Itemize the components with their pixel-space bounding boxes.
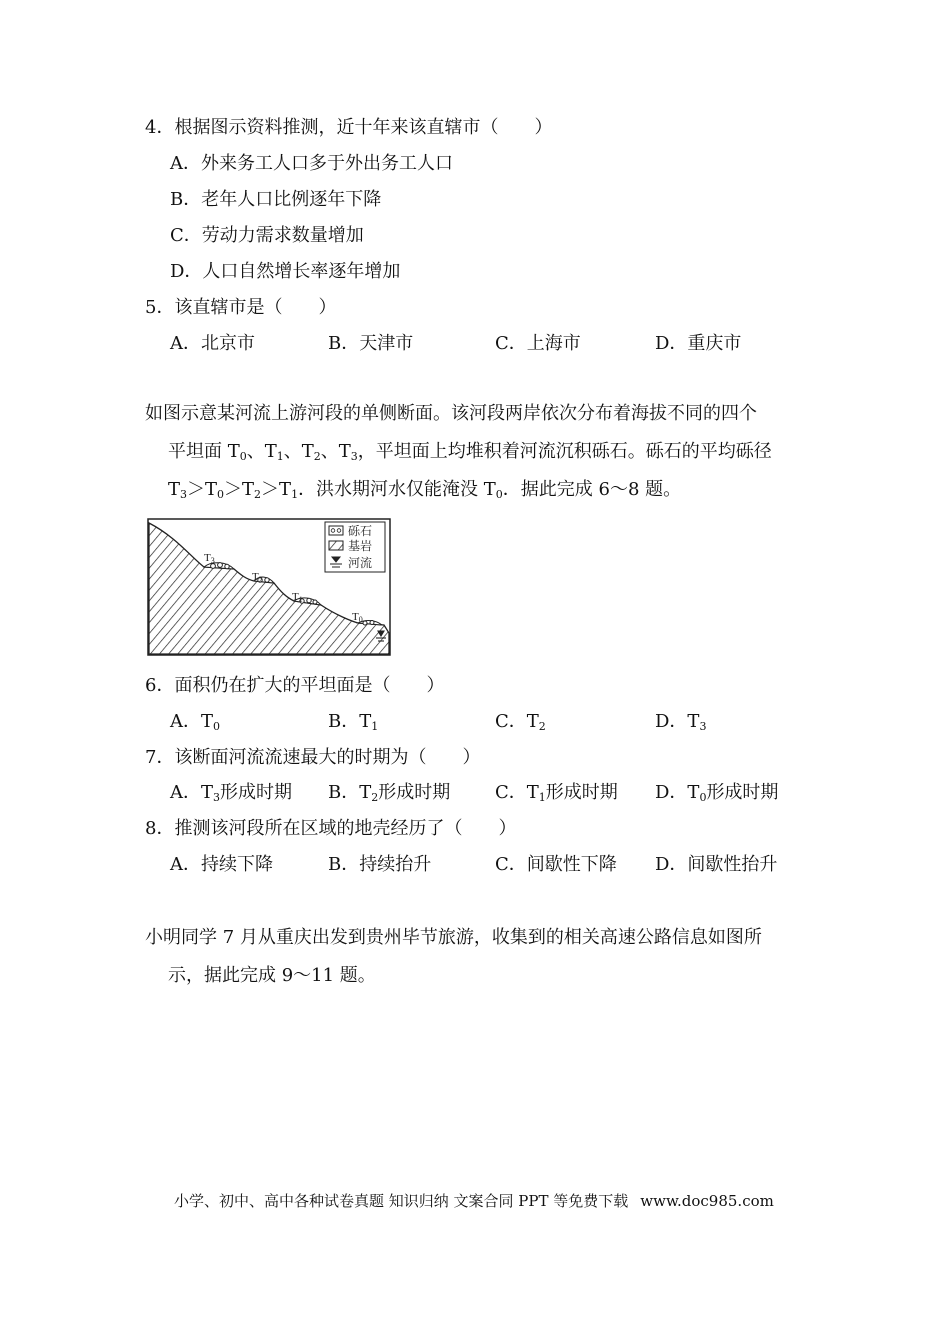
- q8-stem: 8．推测该河段所在区域的地壳经历了（ ）: [145, 818, 517, 839]
- q7-option-c: C．$T_1$形成时期: [495, 782, 618, 804]
- q4-option-c: C．劳动力需求数量增加: [170, 225, 364, 246]
- q7-option-b: B．$T_2$形成时期: [328, 782, 451, 804]
- q8-option-d: D．间歇性抬升: [655, 854, 778, 875]
- legend-gravel-label: 砾石: [348, 524, 373, 538]
- page-footer: [174, 1191, 774, 1211]
- footer-text: 小学、初中、高中各种试卷真题 知识归纳 文案合同 PPT 等免费下载: [174, 1192, 629, 1210]
- q8-option-b: B．持续抬升: [328, 854, 432, 875]
- q7-option-a: A．$T_3$形成时期: [170, 782, 293, 804]
- q5-option-b: B．天津市: [328, 333, 414, 354]
- footer-url[interactable]: www.doc985.com: [640, 1192, 774, 1210]
- q5-option-d: D．重庆市: [655, 333, 742, 354]
- q6-stem: 6．面积仍在扩大的平坦面是（ ）: [145, 675, 445, 696]
- q6-option-d: D．$T_3$: [655, 711, 707, 733]
- q5-option-a: A．北京市: [170, 333, 255, 354]
- passage1-line1: 如图示意某河流上游河段的单侧断面。该河段两岸依次分布着海拔不同的四个: [145, 403, 757, 424]
- label-t2: T2: [252, 571, 263, 584]
- passage2-line1: 小明同学 7 月从重庆出发到贵州毕节旅游，收集到的相关高速公路信息如图所: [145, 927, 762, 948]
- q4-option-a: A．外来务工人口多于外出务工人口: [170, 153, 453, 174]
- q4-option-b: B．老年人口比例逐年下降: [170, 189, 382, 210]
- river-cross-section-diagram: [146, 517, 392, 657]
- passage2-line2: 示，据此完成 9～11 题。: [168, 965, 376, 986]
- q7-stem: 7．该断面河流流速最大的时期为（ ）: [145, 747, 481, 768]
- legend-river-label: 河流: [348, 556, 373, 570]
- passage1-line2: 平坦面 $T_0$、$T_1$、$T_2$、$T_3$，平坦面上均堆积着河流沉积砾石。砾石的平均砾径: [168, 441, 772, 463]
- legend-bedrock-swatch: [329, 541, 343, 550]
- q6-option-a: A．$T_0$: [170, 711, 221, 733]
- q6-option-c: C．$T_2$: [495, 711, 546, 733]
- label-t0: T0: [352, 611, 363, 624]
- q6-option-b: B．$T_1$: [328, 711, 379, 733]
- passage1-line3: $T_3>T_0>T_2>T_1$．洪水期河水仅能淹没 $T_0$．据此完成 6～8 题。: [168, 479, 682, 501]
- legend: [325, 522, 385, 572]
- q4-stem: 4．根据图示资料推测，近十年来该直辖市（ ）: [145, 117, 553, 138]
- legend-bedrock-label: 基岩: [348, 539, 373, 553]
- q8-option-c: C．间歇性下降: [495, 854, 617, 875]
- q5-option-c: C．上海市: [495, 333, 581, 354]
- q4-option-d: D．人口自然增长率逐年增加: [170, 261, 401, 282]
- q7-option-d: D．$T_0$形成时期: [655, 782, 779, 804]
- q5-stem: 5．该直辖市是（ ）: [145, 297, 337, 318]
- label-t1: T1: [292, 591, 303, 604]
- q8-option-a: A．持续下降: [170, 854, 273, 875]
- label-t3: T3: [204, 552, 215, 565]
